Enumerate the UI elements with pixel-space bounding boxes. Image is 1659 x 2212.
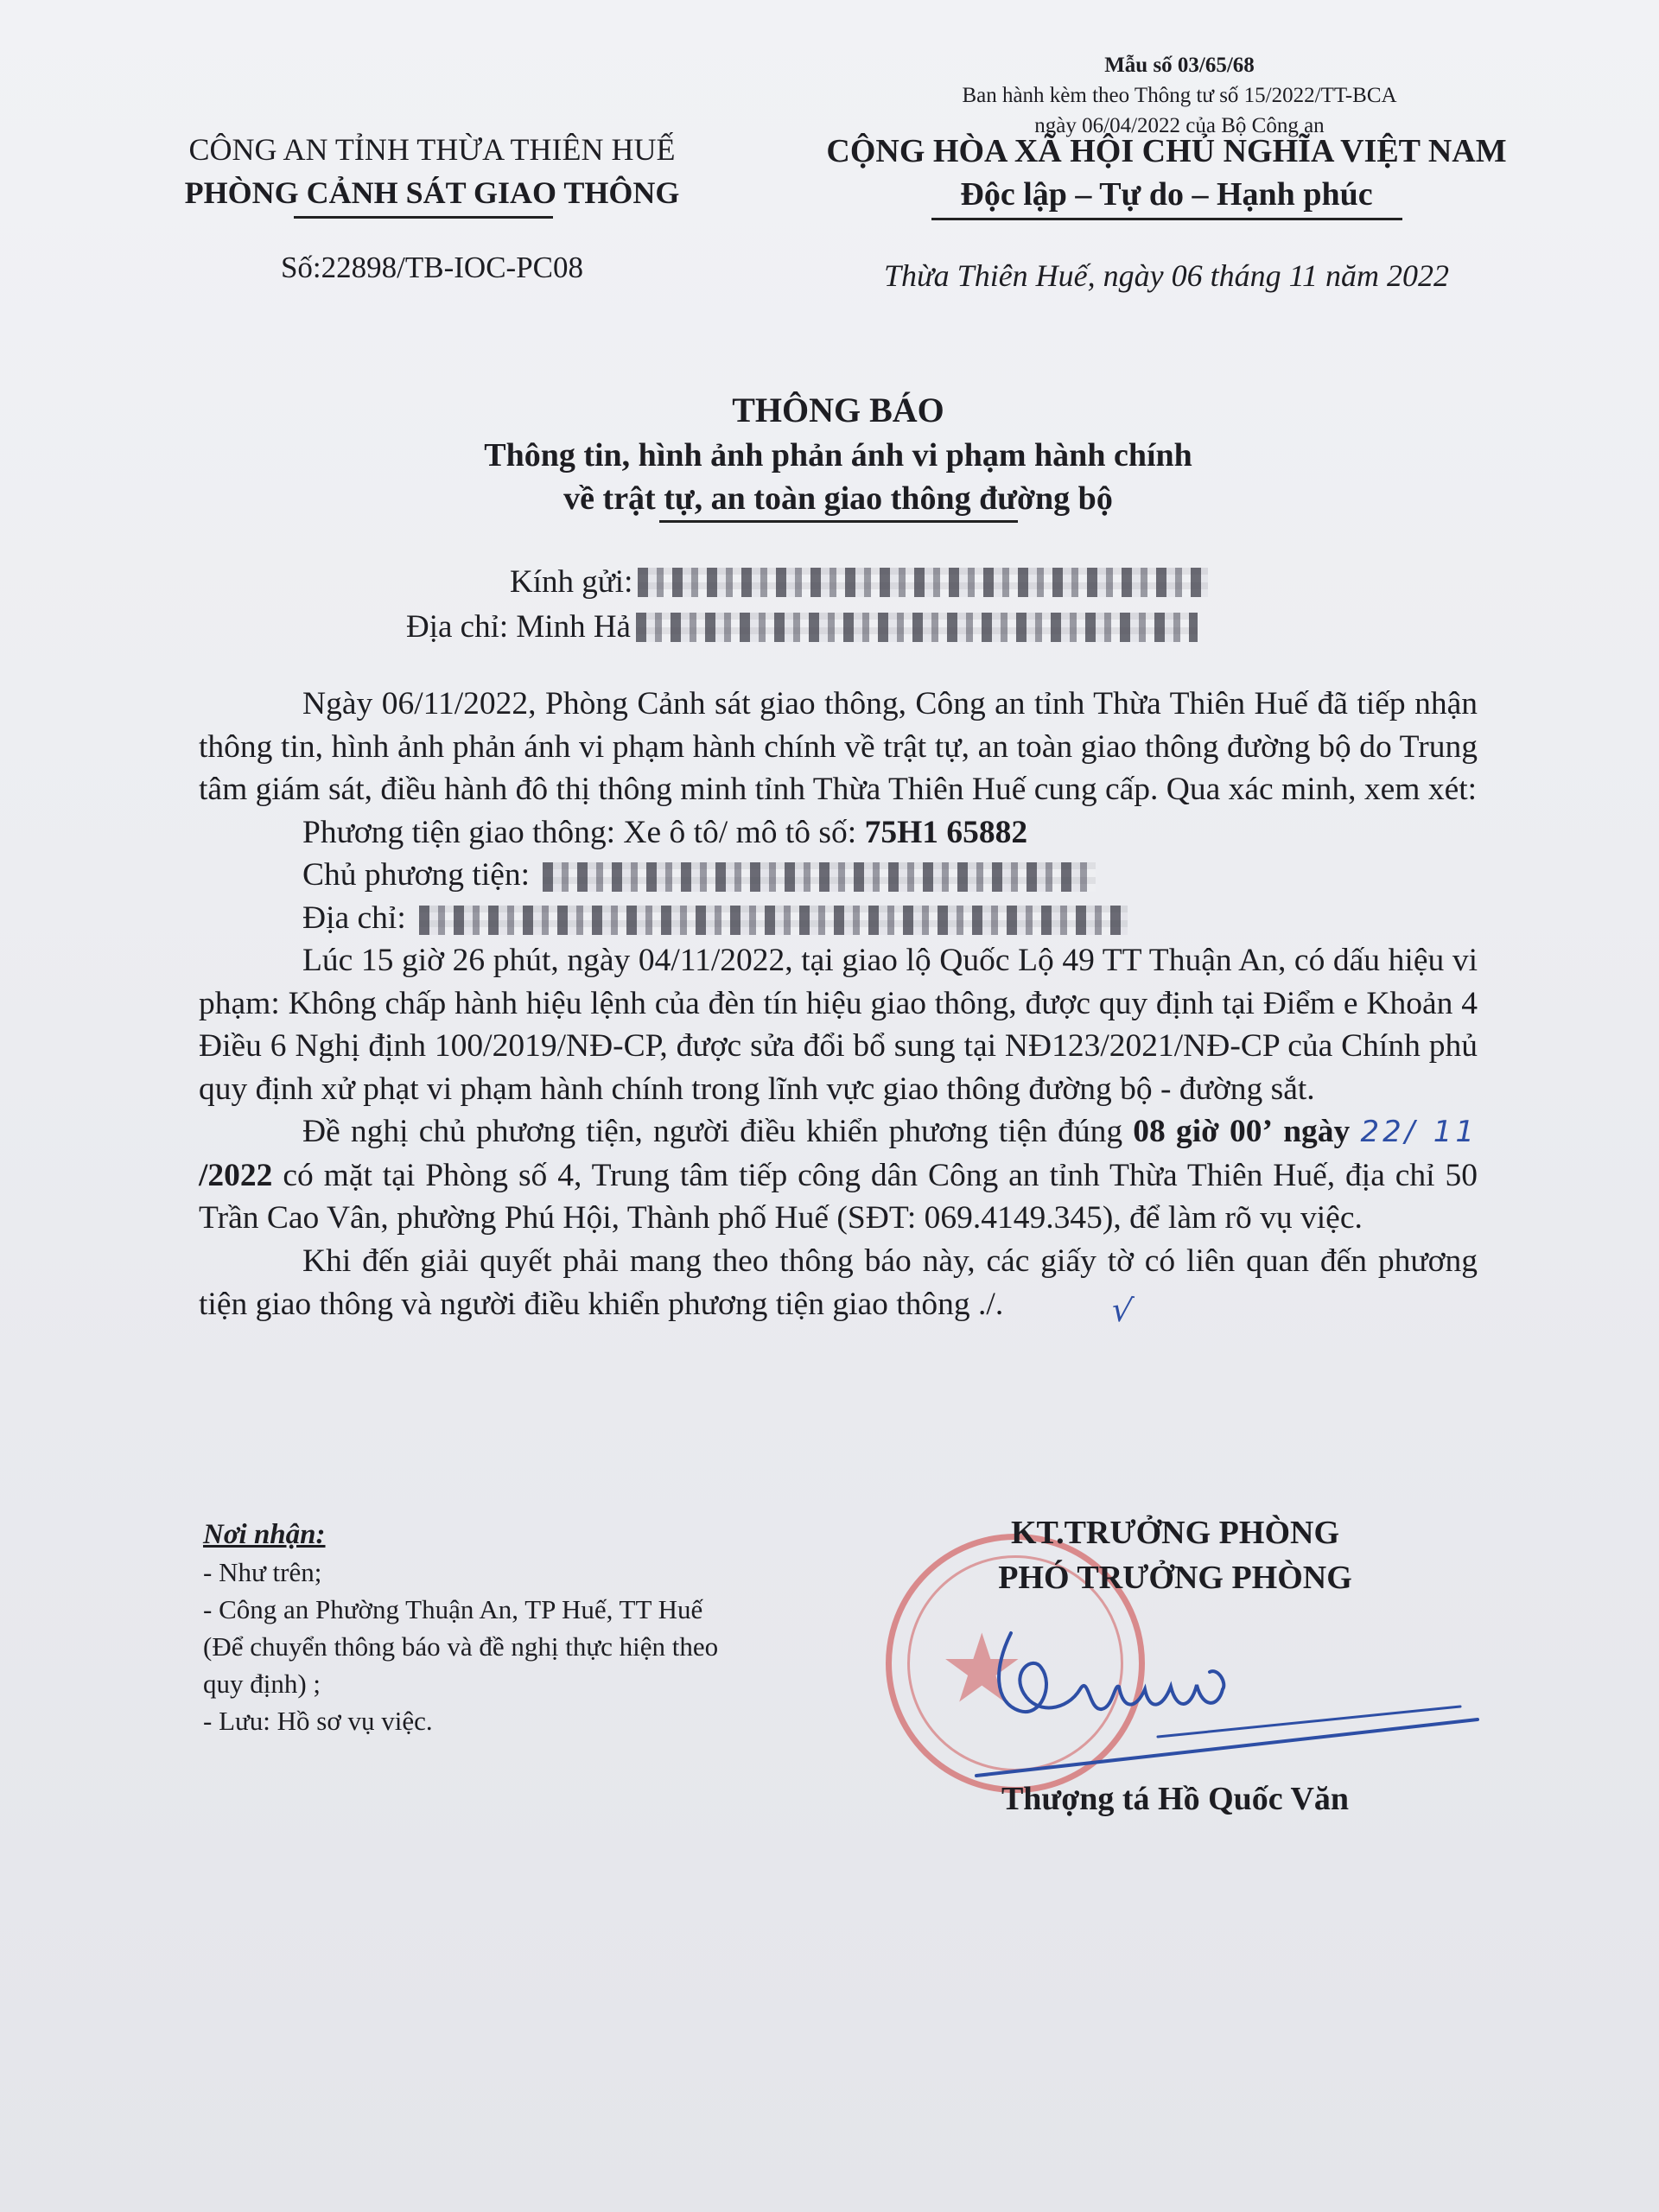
recipient-item: - Công an Phường Thuận An, TP Huế, TT Huế (203, 1594, 703, 1624)
document-number: Số:22898/TB-IOC-PC08 (280, 251, 584, 284)
summons-day-label: ngày (1283, 1114, 1351, 1149)
recipient-item: (Để chuyển thông báo và đề nghị thực hiện theo (203, 1631, 719, 1662)
recipient-item: - Như trên; (203, 1557, 322, 1587)
form-issued-line2: ngày 06/04/2022 của Bộ Công an (1034, 114, 1325, 137)
form-reference (899, 50, 1460, 141)
nation-line2: Độc lập – Tự do – Hạnh phúc (960, 176, 1373, 213)
redacted-address (636, 613, 1198, 642)
summons-date-handwritten: 22/ 11 (1360, 1115, 1478, 1149)
summons-time: 08 giờ 00’ (1133, 1114, 1274, 1149)
paragraph-summons (199, 1110, 1478, 1240)
signature-block (916, 1510, 1434, 1600)
form-number: Mẫu số 03/65/68 (1104, 54, 1255, 77)
redacted-owner (543, 862, 1096, 892)
document-title (225, 387, 1452, 523)
owner-line (199, 854, 1478, 897)
title-sub1: Thông tin, hình ảnh phản ánh vi phạm hành chính (484, 437, 1192, 474)
redacted-name (638, 568, 1208, 597)
summons-year: /2022 (199, 1157, 273, 1193)
checkmark-annotation: √ (1109, 1289, 1135, 1331)
addressee-address-label: Địa chỉ: Minh Hả (406, 609, 631, 645)
org-line1: CÔNG AN TỈNH THỪA THIÊN HUẾ (188, 132, 676, 167)
summons-text-a: Đề nghị chủ phương tiện, người điều khiển phương tiện đúng (302, 1114, 1123, 1149)
vehicle-label: Phương tiện giao thông: Xe ô tô/ mô tô số: (302, 814, 857, 850)
owner-address-line (199, 897, 1478, 940)
recipients-heading: Nơi nhận: (203, 1519, 326, 1550)
org-line2: PHÒNG CẢNH SÁT GIAO THÔNG (184, 175, 680, 210)
nation-line1: CỘNG HÒA XÃ HỘI CHỦ NGHĨA VIỆT NAM (826, 133, 1507, 169)
handwritten-signature (959, 1607, 1495, 1780)
place-date: Thừa Thiên Huế, ngày 06 tháng 11 năm 2022 (884, 258, 1449, 293)
org-underline (294, 216, 553, 219)
vehicle-plate: 75H1 65882 (864, 814, 1028, 850)
signature-title2: PHÓ TRƯỞNG PHÒNG (998, 1560, 1352, 1596)
signature-title1: KT.TRƯỞNG PHÒNG (1011, 1515, 1339, 1551)
paragraph-documents (199, 1240, 1478, 1331)
addressee (406, 560, 1357, 650)
paragraph-violation: Lúc 15 giờ 26 phút, ngày 04/11/2022, tại giao lộ Quốc Lộ 49 TT Thuận An, có dấu hiệu vi phạm: Không chấp hành hiệu lệnh của đèn tín hiệu giao thông, được quy định tại Điểm e Khoản 4 Điều 6 Nghị định 100/2019/NĐ-CP, được sửa đổi bổ sung tại NĐ123/2021/NĐ-CP của Chính phủ quy định xử phạt vi phạm hành chính trong lĩnh vực giao thông đường bộ - đường sắt. (199, 943, 1478, 1107)
national-motto (743, 130, 1590, 220)
summons-text-b: có mặt tại Phòng số 4, Trung tâm tiếp công dân Công an tỉnh Thừa Thiên Huế, địa chỉ 50 Trần Cao Vân, phường Phú Hội, Thành phố Huế (SĐT: 069.4149.345), để làm rõ vụ việc. (199, 1157, 1478, 1236)
owner-label: Chủ phương tiện: (302, 857, 531, 893)
issuing-organization (130, 128, 734, 219)
notice-body (199, 683, 1478, 1331)
title-underline (659, 520, 1018, 523)
seal-star-icon: ★ (939, 1613, 1025, 1724)
recipient-item: quy định) ; (203, 1669, 321, 1699)
vehicle-line (199, 811, 1478, 855)
signer-name: Thượng tá Hồ Quốc Văn (1001, 1781, 1350, 1817)
owner-address-label: Địa chỉ: (302, 899, 406, 936)
recipient-item: - Lưu: Hồ sơ vụ việc. (203, 1706, 433, 1736)
motto-underline (931, 218, 1402, 220)
title-main: THÔNG BÁO (732, 391, 944, 429)
form-issued-line1: Ban hành kèm theo Thông tư số 15/2022/TT-BCA (962, 84, 1397, 107)
addressee-label: Kính gửi: (510, 564, 633, 600)
recipients (203, 1516, 860, 1739)
redacted-owner-address (419, 906, 1128, 935)
paragraph-intake: Ngày 06/11/2022, Phòng Cảnh sát giao thông, Công an tỉnh Thừa Thiên Huế đã tiếp nhận thông tin, hình ảnh phản ánh vi phạm hành chính về trật tự, an toàn giao thông đường bộ do Trung tâm giám sát, điều hành đô thị thông minh tỉnh Thừa Thiên Huế cung cấp. Qua xác minh, xem xét: (199, 686, 1478, 807)
title-sub2: về trật tự, an toàn giao thông đường bộ (563, 480, 1113, 517)
documents-text: Khi đến giải quyết phải mang theo thông báo này, các giấy tờ có liên quan đến phương tiện giao thông và người điều khiển phương tiện giao thông ./. (199, 1243, 1478, 1322)
